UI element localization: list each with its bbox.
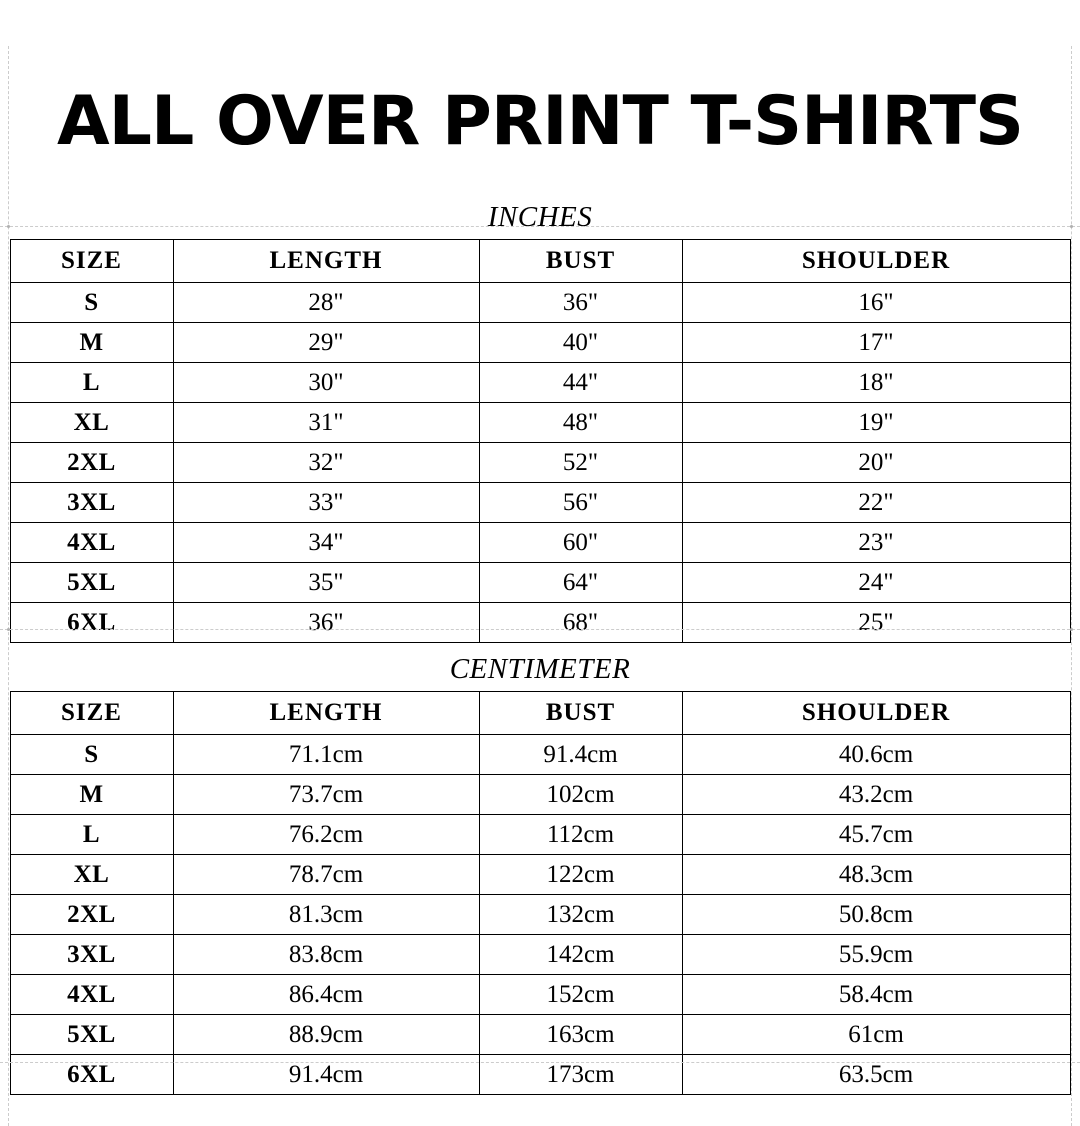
- cell-size: M: [10, 323, 173, 363]
- cell-bust: 44": [479, 363, 682, 403]
- table-row: [10, 603, 1070, 643]
- cell-size: 4XL: [10, 523, 173, 563]
- cell-length: 76.2cm: [173, 815, 479, 855]
- column-header-size: SIZE: [10, 692, 173, 735]
- cell-size: L: [10, 815, 173, 855]
- cell-bust: 56": [479, 483, 682, 523]
- unit-label-inches: INCHES: [487, 201, 593, 234]
- cell-size: XL: [10, 855, 173, 895]
- column-header-size: SIZE: [10, 240, 173, 283]
- cell-size: XL: [10, 403, 173, 443]
- cell-size: L: [10, 363, 173, 403]
- cell-bust: 132cm: [479, 895, 682, 935]
- cell-shoulder: 45.7cm: [682, 815, 1070, 855]
- cell-length: 32": [173, 443, 479, 483]
- cell-bust: 152cm: [479, 975, 682, 1015]
- cell-size: S: [10, 283, 173, 323]
- cell-bust: 112cm: [479, 815, 682, 855]
- table-row: [10, 935, 1070, 975]
- cell-size: 5XL: [10, 1015, 173, 1055]
- cell-length: 29": [173, 323, 479, 363]
- table-row: [10, 895, 1070, 935]
- cell-size: 6XL: [10, 1055, 173, 1095]
- cell-shoulder: 19": [682, 403, 1070, 443]
- layout-guide-left: [8, 46, 9, 1126]
- cell-shoulder: 22": [682, 483, 1070, 523]
- table-row: [10, 735, 1070, 775]
- cell-shoulder: 25": [682, 603, 1070, 643]
- column-header-bust: BUST: [479, 692, 682, 735]
- column-header-shoulder: SHOULDER: [682, 692, 1070, 735]
- cell-length: 35": [173, 563, 479, 603]
- cell-size: 4XL: [10, 975, 173, 1015]
- cell-bust: 142cm: [479, 935, 682, 975]
- cell-length: 73.7cm: [173, 775, 479, 815]
- cell-size: 3XL: [10, 935, 173, 975]
- cell-shoulder: 18": [682, 363, 1070, 403]
- table-row: [10, 855, 1070, 895]
- table-row: [10, 775, 1070, 815]
- cell-bust: 173cm: [479, 1055, 682, 1095]
- table-header-row: [10, 240, 1070, 283]
- guide-dot-mr: [1070, 628, 1073, 631]
- cell-length: 34": [173, 523, 479, 563]
- cell-bust: 102cm: [479, 775, 682, 815]
- column-header-length: LENGTH: [173, 692, 479, 735]
- cell-shoulder: 24": [682, 563, 1070, 603]
- cell-size: M: [10, 775, 173, 815]
- table-row: [10, 815, 1070, 855]
- size-table-inches: [10, 239, 1071, 643]
- cell-bust: 68": [479, 603, 682, 643]
- page-title: ALL OVER PRINT T-SHIRTS: [57, 81, 1023, 161]
- table-row: [10, 975, 1070, 1015]
- table-row: [10, 403, 1070, 443]
- table-row: [10, 283, 1070, 323]
- cell-shoulder: 50.8cm: [682, 895, 1070, 935]
- cell-size: 5XL: [10, 563, 173, 603]
- size-chart-page: [0, 46, 1080, 1126]
- cell-shoulder: 23": [682, 523, 1070, 563]
- layout-guide-bottom: [0, 1062, 1080, 1063]
- guide-dot-tl: [7, 225, 10, 228]
- cell-bust: 40": [479, 323, 682, 363]
- column-header-length: LENGTH: [173, 240, 479, 283]
- cell-length: 81.3cm: [173, 895, 479, 935]
- size-table-centimeter: [10, 691, 1071, 1095]
- cell-length: 88.9cm: [173, 1015, 479, 1055]
- cell-bust: 36": [479, 283, 682, 323]
- cell-shoulder: 48.3cm: [682, 855, 1070, 895]
- table-row: [10, 363, 1070, 403]
- layout-guide-top: [0, 226, 1080, 227]
- table-header-row: [10, 692, 1070, 735]
- cell-length: 30": [173, 363, 479, 403]
- cell-length: 31": [173, 403, 479, 443]
- cell-length: 28": [173, 283, 479, 323]
- cell-shoulder: 58.4cm: [682, 975, 1070, 1015]
- table-row: [10, 443, 1070, 483]
- cell-size: 2XL: [10, 895, 173, 935]
- guide-dot-tr: [1070, 225, 1073, 228]
- table-row: [10, 323, 1070, 363]
- cell-shoulder: 16": [682, 283, 1070, 323]
- unit-label-centimeter: CENTIMETER: [449, 653, 631, 686]
- cell-bust: 52": [479, 443, 682, 483]
- layout-guide-mid: [0, 629, 1080, 630]
- cell-shoulder: 61cm: [682, 1015, 1070, 1055]
- cell-shoulder: 17": [682, 323, 1070, 363]
- cell-bust: 60": [479, 523, 682, 563]
- column-header-bust: BUST: [479, 240, 682, 283]
- cell-bust: 48": [479, 403, 682, 443]
- table-row: [10, 483, 1070, 523]
- cell-bust: 64": [479, 563, 682, 603]
- cell-size: 6XL: [10, 603, 173, 643]
- table-row: [10, 1015, 1070, 1055]
- table-row: [10, 563, 1070, 603]
- cell-size: 3XL: [10, 483, 173, 523]
- table-row: [10, 523, 1070, 563]
- cell-bust: 122cm: [479, 855, 682, 895]
- cell-size: 2XL: [10, 443, 173, 483]
- cell-length: 78.7cm: [173, 855, 479, 895]
- cell-length: 33": [173, 483, 479, 523]
- layout-guide-right: [1071, 46, 1072, 1126]
- column-header-shoulder: SHOULDER: [682, 240, 1070, 283]
- cell-shoulder: 43.2cm: [682, 775, 1070, 815]
- cell-size: S: [10, 735, 173, 775]
- cell-shoulder: 63.5cm: [682, 1055, 1070, 1095]
- cell-shoulder: 55.9cm: [682, 935, 1070, 975]
- cell-bust: 91.4cm: [479, 735, 682, 775]
- cell-length: 86.4cm: [173, 975, 479, 1015]
- cell-bust: 163cm: [479, 1015, 682, 1055]
- cell-shoulder: 40.6cm: [682, 735, 1070, 775]
- cell-shoulder: 20": [682, 443, 1070, 483]
- guide-dot-ml: [7, 628, 10, 631]
- cell-length: 36": [173, 603, 479, 643]
- cell-length: 83.8cm: [173, 935, 479, 975]
- cell-length: 71.1cm: [173, 735, 479, 775]
- cell-length: 91.4cm: [173, 1055, 479, 1095]
